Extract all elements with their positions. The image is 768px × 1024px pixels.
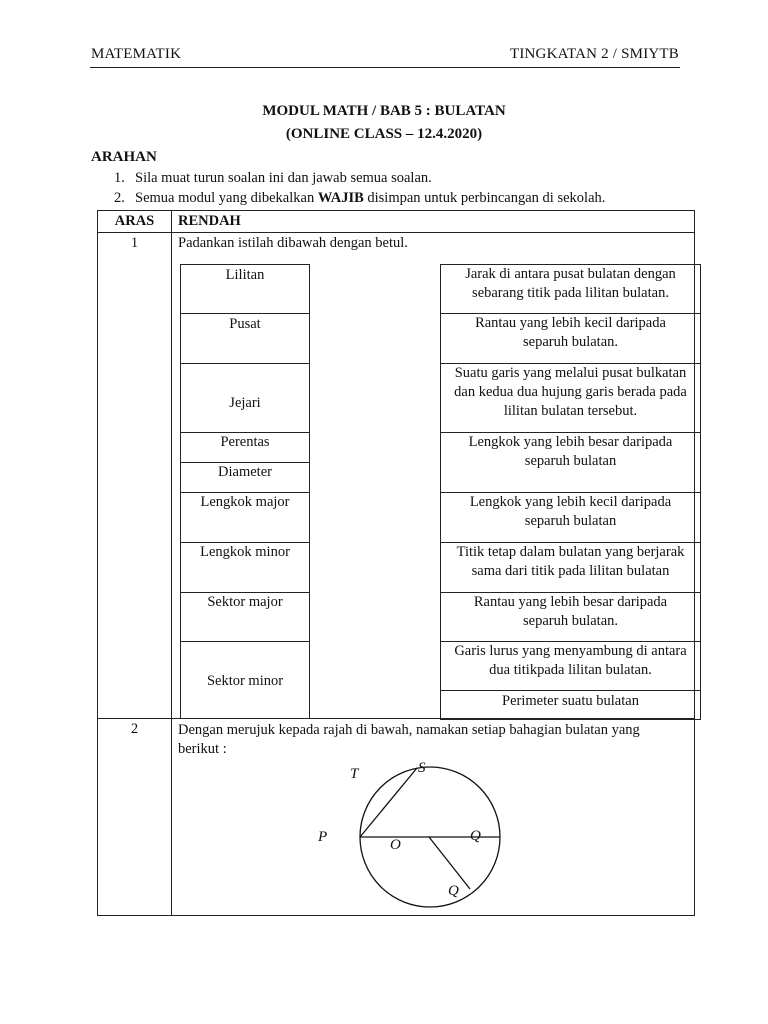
module-subtitle: (ONLINE CLASS – 12.4.2020) — [285, 126, 483, 142]
instruction-text: Sila muat turun soalan ini dan jawab semua soalan. — [135, 170, 432, 186]
instruction-item-1 — [114, 170, 432, 187]
module-title: MODUL MATH / BAB 5 : BULATAN — [262, 103, 506, 119]
definition-item: Lengkok yang lebih besar daripada separuh bulatan — [468, 434, 673, 469]
term-item: Lengkok minor — [200, 544, 290, 560]
definition-item: Titik tetap dalam bulatan yang berjarak sama dari titik pada lilitan bulatan — [456, 544, 685, 579]
row-divider — [98, 232, 694, 233]
instruction-text: disimpan untuk perbincangan di sekolah. — [363, 190, 606, 206]
point-label-O: O — [390, 837, 401, 853]
term-item: Sektor minor — [206, 673, 284, 689]
question-table — [97, 210, 695, 916]
term-item: Lengkok major — [200, 494, 290, 510]
term-item: Diameter — [218, 464, 272, 480]
header-divider — [90, 67, 680, 68]
instruction-text: Semua modul yang dibekalkan — [135, 190, 318, 206]
definition-divider — [441, 690, 700, 691]
term-divider — [181, 313, 309, 314]
question-2-instruction: Dengan merujuk kepada rajah di bawah, namakan setiap bahagian bulatan yang berikut : — [178, 722, 640, 757]
definition-item: Suatu garis yang melalui pusat bulkatan dan kedua dua hujung garis berada pada lilitan bulatan tersebut. — [454, 365, 687, 419]
term-item: Lilitan — [225, 267, 265, 283]
header-class: TINGKATAN 2 / SMIYTB — [509, 46, 679, 62]
question-number-1: 1 — [130, 235, 139, 251]
term-divider — [181, 641, 309, 642]
definition-item: Garis lurus yang menyambung di antara dua titikpada lilitan bulatan. — [454, 643, 687, 678]
definition-item: Rantau yang lebih besar daripada separuh bulatan. — [473, 594, 668, 629]
radius-line-OQ — [429, 837, 470, 889]
column-divider — [171, 211, 172, 915]
column-header-rendah: RENDAH — [178, 213, 241, 229]
question-1-instruction: Padankan istilah dibawah dengan betul. — [178, 235, 408, 251]
point-label-Q-right: Q — [470, 828, 481, 844]
question-number-2: 2 — [130, 721, 139, 737]
header-subject: MATEMATIK — [91, 46, 182, 62]
instruction-emphasis: WAJIB — [317, 190, 364, 206]
terms-box — [180, 264, 310, 719]
term-item: Perentas — [220, 434, 270, 450]
point-label-Q-bottom: Q — [448, 883, 459, 899]
instruction-number: 2. — [114, 190, 125, 206]
point-label-S: S — [418, 760, 426, 776]
point-label-T: T — [350, 766, 359, 782]
column-header-aras: ARAS — [114, 213, 155, 229]
definition-item: Perimeter suatu bulatan — [502, 693, 639, 709]
term-item: Sektor major — [207, 594, 283, 610]
definition-item: Lengkok yang lebih kecil daripada separuh bulatan — [469, 494, 672, 529]
definition-item: Jarak di antara pusat bulatan dengan sebarang titik pada lilitan bulatan. — [465, 266, 676, 301]
instructions-heading: ARAHAN — [91, 149, 157, 165]
term-item: Jejari — [229, 395, 261, 411]
instruction-number: 1. — [114, 170, 125, 186]
definition-item: Rantau yang lebih kecil daripada separuh bulatan. — [475, 315, 666, 350]
point-label-P: P — [318, 829, 328, 845]
term-item: Pusat — [229, 316, 261, 332]
term-divider — [181, 363, 309, 364]
instruction-item-2 — [114, 190, 605, 207]
definitions-box — [440, 264, 701, 720]
